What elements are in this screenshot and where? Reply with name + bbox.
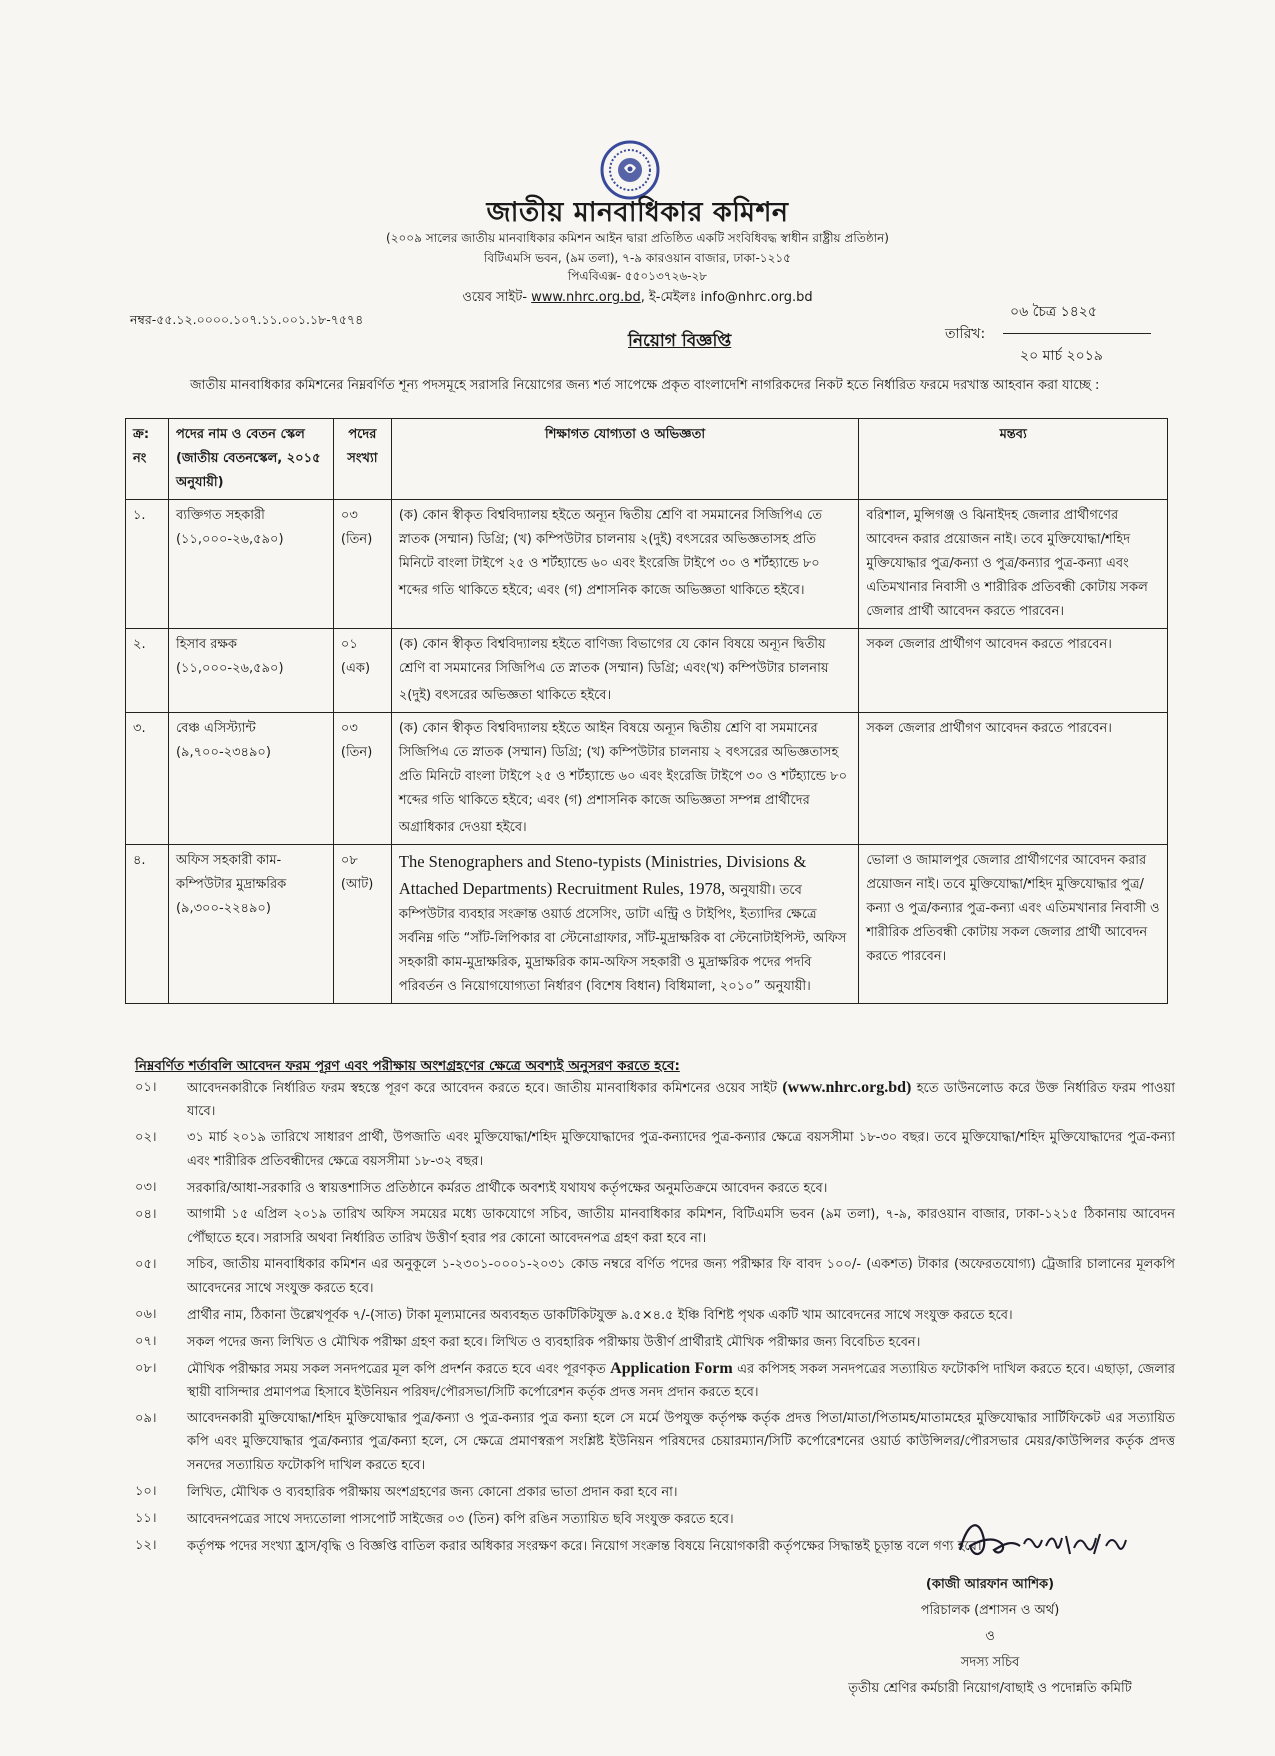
condition-number: ১০। — [135, 1484, 157, 1499]
signatory-name: (কাজী আরফান আশিক) — [925, 1577, 1055, 1592]
pay-scale: (১১,০০০-২৬,৫৯০) — [175, 532, 284, 547]
condition-text-main: সরকারি/আধা-সরকারি ও স্বায়ত্তশাসিত প্রতিষ্ঠানে কর্মরত প্রার্থীকে অবশ্যই যথাযথ কর্তৃপক্ষের অনুমতিক্রমে আবেদন করতে হবে। — [187, 1181, 828, 1196]
condition-text — [187, 1203, 1175, 1250]
table-row — [126, 629, 1168, 713]
conditions-list — [135, 1076, 1175, 1561]
table-header-row — [126, 419, 1168, 500]
qualification-english: The Stenographers and Steno-typists (Ministries, Divisions & Attached Departments) Recruitment Rules, 1978, — [398, 852, 807, 898]
signatory-conjunction: ও — [985, 1629, 995, 1644]
post-count-words: (আট) — [340, 877, 374, 892]
condition-text-english: (www.nhrc.org.bd) — [782, 1079, 912, 1096]
row-remarks — [859, 713, 1168, 845]
condition-text-main: কর্তৃপক্ষ পদের সংখ্যা হ্রাস/বৃদ্ধি ও বিজ্ঞপ্তি বাতিল করার অধিকার সংরক্ষণ করে। নিয়োগ সংক্রান্ত বিষয়ে নিয়োগকারী কর্তৃপক্ষের সিদ্ধান্তই চূড়ান্ত বলে গণ্য হবে। — [187, 1539, 982, 1554]
condition-text-main: আবেদনপত্রের সাথে সদ্যতোলা পাসপোর্ট সাইজের ০৩ (তিন) কপি রঙিন সত্যায়িত ছবি সংযুক্ত করতে হবে। — [187, 1512, 734, 1527]
vacancy-table — [125, 418, 1168, 1004]
condition-text-main: আবেদনকারী মুক্তিযোদ্ধা/শহিদ মুক্তিযোদ্ধার পুত্র/কন্যা ও পুত্র-কন্যার পুত্র কন্যা হলে সে মর্মে উপযুক্ত কর্তৃপক্ষ কর্তৃক প্রদত্ত পিতা/মাতা/পিতামহ/মাতামহের মুক্তিযোদ্ধার সার্টিফিকেট এর সত্যায়িত কপি এবং মুক্তিযোদ্ধার পুত্র/কন্যার পুত্র/কন্যা হলে, সে ক্ষেত্রে প্রমাণস্বরূপ সংশ্লিষ্ট ইউনিয়ন পরিষদের চেয়ারম্যান/সিটি কর্পোরেশনের ওয়ার্ড কাউন্সিলর/পৌরসভার মেয়র/কাউন্সিলর কর্তৃক প্রদত্ত সনদের সত্যায়িত ফটোকপি দাখিল করতে হবে। — [187, 1411, 1175, 1473]
row-post-count — [333, 845, 391, 1004]
list-item — [135, 1176, 1175, 1200]
list-item — [135, 1357, 1175, 1404]
condition-text-main: লিখিত, মৌখিক ও ব্যবহারিক পরীক্ষায় অংশগ্রহণের জন্য কোনো প্রকার ভাতা প্রদান করা হবে না। — [187, 1485, 678, 1500]
table-row — [126, 845, 1168, 1004]
header-post-count: পদের সংখ্যা — [333, 419, 391, 500]
condition-text-main: ৩১ মার্চ ২০১৯ তারিখে সাধারণ প্রার্থী, উপজাতি এবং মুক্তিযোদ্ধা/শহিদ মুক্তিযোদ্ধাদের পুত্র-কন্যাদের পুত্র-কন্যার ক্ষেত্রে বয়সসীমা ১৮-৩০ বছর। তবে মুক্তিযোদ্ধা/শহিদ মুক্তিযোদ্ধাদের পুত্র-কন্যা এবং শারীরিক প্রতিবন্ধীদের ক্ষেত্রে বয়সসীমা ১৮-৩২ বছর। — [187, 1130, 1175, 1169]
row-qualification — [391, 713, 858, 845]
condition-number: ০২। — [135, 1130, 157, 1145]
condition-text-main: আগামী ১৫ এপ্রিল ২০১৯ তারিখ অফিস সময়ের মধ্যে ডাকযোগে সচিব, জাতীয় মানবাধিকার কমিশন, বিটিএমসি ভবন (৯ম তলা), ৭-৯, কারওয়ান বাজার, ঢাকা-১২১৫ ঠিকানায় আবেদন পৌঁছাতে হবে। সরাসরি অথবা নির্ধারিত তারিখ উত্তীর্ণ হবার পর কোনো আবেদনপত্র গ্রহণ করা হবে না। — [187, 1207, 1175, 1246]
condition-text — [187, 1126, 1175, 1173]
row-serial — [126, 629, 169, 713]
remarks-text: বরিশাল, মুন্সিগঞ্জ ও ঝিনাইদহ জেলার প্রার্থীগণের আবেদন করার প্রয়োজন নাই। তবে মুক্তিযোদ্ধা/শহিদ মুক্তিযোদ্ধার পুত্র/কন্যা ও পুত্র/কন্যার পুত্র-কন্যা এবং এতিমখানার নিবাসী ও শারীরিক প্রতিবন্ধী কোটায় সকল জেলার প্রার্থী আবেদন করতে পারবেন। — [866, 508, 1148, 619]
remarks-text: সকল জেলার প্রার্থীগণ আবেদন করতে পারবেন। — [866, 721, 1112, 736]
pay-scale: (১১,০০০-২৬,৫৯০) — [175, 661, 284, 676]
row-post-name — [168, 500, 333, 629]
row-serial-text: ৩. — [133, 721, 146, 736]
condition-text — [187, 1330, 1175, 1354]
condition-text — [187, 1480, 1175, 1504]
list-item — [135, 1480, 1175, 1504]
condition-number: ০৫। — [135, 1257, 157, 1272]
pay-scale: (৯,৩০০-২২৪৯০) — [175, 901, 271, 916]
date-label: তারিখ: — [945, 326, 986, 342]
row-serial — [126, 845, 169, 1004]
list-item — [135, 1330, 1175, 1354]
table-row — [126, 500, 1168, 629]
condition-number: ০৬। — [135, 1307, 157, 1322]
header-post-name: পদের নাম ও বেতন স্কেল (জাতীয় বেতনস্কেল, ২০১৫ অনুযায়ী) — [168, 419, 333, 500]
header-remarks: মন্তব্য — [859, 419, 1168, 500]
row-qualification — [391, 629, 858, 713]
row-qualification — [391, 845, 858, 1004]
org-subtitle: (২০০৯ সালের জাতীয় মানবাধিকার কমিশন আইন দ্বারা প্রতিষ্ঠিত একটি সংবিধিবদ্ধ স্বাধীন রাষ্ট্রীয় প্রতিষ্ঠান) — [386, 231, 889, 245]
list-item — [135, 1303, 1175, 1327]
row-serial-text: ১. — [133, 508, 146, 523]
condition-text-main: সকল পদের জন্য লিখিত ও মৌখিক পরীক্ষা গ্রহণ করা হবে। লিখিত ও ব্যবহারিক পরীক্ষায় উত্তীর্ণ প্রার্থীরাই মৌখিক পরীক্ষার জন্য বিবেচিত হবেন। — [187, 1335, 921, 1350]
condition-text-main: আবেদনকারীকে নির্ধারিত ফরম স্বহস্তে পূরণ করে আবেদন করতে হবে। জাতীয় মানবাধিকার কমিশনের ওয়েব সাইট — [187, 1081, 783, 1096]
condition-text-main: প্রার্থীর নাম, ঠিকানা উল্লেখপূর্বক ৭/-(সাত) টাকা মূল্যমানের অব্যবহৃত ডাকটিকিটযুক্ত ৯.৫×৪.৫ ইঞ্চি বিশিষ্ট পৃথক একটি খাম আবেদনের সাথে সংযুক্ত করতে হবে। — [187, 1308, 1013, 1323]
condition-number: ১১। — [135, 1511, 157, 1526]
row-post-count — [333, 713, 391, 845]
remarks-text: সকল জেলার প্রার্থীগণ আবেদন করতে পারবেন। — [866, 637, 1112, 652]
website-link[interactable]: www.nhrc.org.bd — [531, 290, 641, 305]
post-count-words: (তিন) — [340, 532, 373, 547]
row-post-name — [168, 629, 333, 713]
row-post-count — [333, 500, 391, 629]
post-count: ০৮ — [340, 853, 358, 868]
post-count: ০১ — [340, 637, 358, 652]
org-address: বিটিএমসি ভবন, (৯ম তলা), ৭-৯ কারওয়ান বাজার, ঢাকা-১২১৫ — [484, 251, 791, 265]
condition-number: ০১। — [135, 1080, 157, 1095]
post-name: ব্যক্তিগত সহকারী — [175, 508, 265, 523]
web-label: ওয়েব সাইট- — [462, 290, 532, 305]
row-post-name — [168, 713, 333, 845]
qualification-text: (ক) কোন স্বীকৃত বিশ্ববিদ্যালয় হইতে আইন বিষয়ে অন্যূন দ্বিতীয় শ্রেণি বা সমমানের সিজিপিএ তে স্নাতক (সম্মান) ডিগ্রি; (খ) কম্পিউটার চালনায় ২ বৎসরের অভিজ্ঞতাসহ প্রতি মিনিটে বাংলা টাইপে ২৫ ও শর্টহ্যান্ডে ৬০ এবং ইংরেজি টাইপে ৩০ ও শর্টহ্যান্ডে ৮০ শব্দের গতি থাকিতে হইবে; এবং (গ) প্রশাসনিক কাজে অভিজ্ঞতা সম্পন্ন প্রার্থীদের অগ্রাধিকার দেওয়া হইবে। — [398, 721, 848, 835]
condition-text-main: মৌখিক পরীক্ষার সময় সকল সনদপত্রের মূল কপি প্রদর্শন করতে হবে এবং পূরণকৃত — [187, 1362, 611, 1377]
conditions-heading: নিম্নবর্ণিত শর্তাবলি আবেদন ফরম পূরণ এবং পরীক্ষায় অংশগ্রহণের ক্ষেত্রে অবশ্যই অনুসরণ করতে হবে: — [135, 1058, 680, 1074]
table-row — [126, 713, 1168, 845]
date-divider — [1003, 333, 1151, 334]
list-item — [135, 1076, 1175, 1123]
signatory-committee: তৃতীয় শ্রেণির কর্মচারী নিয়োগ/বাছাই ও পদোন্নতি কমিটি — [848, 1681, 1132, 1696]
post-count: ০৩ — [340, 508, 358, 523]
org-pabx: পিএবিএক্স- ৫৫০১৩৭২৬-২৮ — [567, 269, 708, 283]
condition-text — [187, 1407, 1175, 1477]
row-serial — [126, 500, 169, 629]
signature-icon — [950, 1510, 1140, 1568]
list-item — [135, 1407, 1175, 1477]
condition-text-english: Application Form — [610, 1360, 733, 1377]
row-serial-text: ২. — [133, 637, 146, 652]
qualification-text: (ক) কোন স্বীকৃত বিশ্ববিদ্যালয় হইতে অন্যূন দ্বিতীয় শ্রেণি বা সমমানের সিজিপিএ তে স্নাতক (সম্মান) ডিগ্রি; (খ) কম্পিউটার চালনায় ২(দুই) বৎসরের অভিজ্ঞতাসহ প্রতি মিনিটে বাংলা টাইপে ২৫ ও শর্টহ্যান্ডে ৬০ এবং ইংরেজি টাইপে ৩০ ও শর্টহ্যান্ডে ৮০ শব্দের গতি থাকিতে হইবে; এবং (গ) প্রশাসনিক কাজে অভিজ্ঞতা থাকিতে হইবে। — [398, 508, 823, 598]
remarks-text: ভোলা ও জামালপুর জেলার প্রার্থীগণের আবেদন করার প্রয়োজন নাই। তবে মুক্তিযোদ্ধা/শহিদ মুক্তিযোদ্ধার পুত্র/কন্যা ও পুত্র/কন্যার পুত্র-কন্যা এবং এতিমখানার নিবাসী ও শারীরিক প্রতিবন্ধী কোটায় সকল জেলার প্রার্থী আবেদন করতে পারবেন। — [866, 853, 1160, 964]
condition-number: ০৪। — [135, 1207, 157, 1222]
condition-text — [187, 1076, 1175, 1123]
row-remarks — [859, 500, 1168, 629]
qualification-text-after: অনুযায়ী। তবে কম্পিউটার ব্যবহার সংক্রান্ত ওয়ার্ড প্রসেসিং, ডাটা এন্ট্রি ও টাইপিং, ইত্যাদির ক্ষেত্রে সর্বনিম্ন গতি “সাঁট-লিপিকার বা স্টেনোগ্রাফার, সাঁট-মুদ্রাক্ষরিক বা স্টেনোটাইপিস্ট, অফিস সহকারী কাম-মুদ্রাক্ষরিক, মুদ্রাক্ষরিক কাম-অফিস সহকারী ও মুদ্রাক্ষরিক পদের পদবি পরিবর্তন ও নিয়োগযোগ্যতা নির্ধারণ (বিশেষ বিধান) বিধিমালা, ২০১০” অনুযায়ী। — [398, 883, 847, 994]
post-count-words: (তিন) — [340, 745, 373, 760]
list-item — [135, 1126, 1175, 1173]
signatory-role: সদস্য সচিব — [960, 1655, 1020, 1670]
condition-number: ০৮। — [135, 1361, 157, 1376]
condition-text-rest: হতে ডাউনলোড করে উক্ত নির্ধারিত ফরম পাওয়া যাবে। — [187, 1081, 1175, 1119]
header-qualification: শিক্ষাগত যোগ্যতা ও অভিজ্ঞতা — [391, 419, 858, 500]
org-name: জাতীয় মানবাধিকার কমিশন — [486, 197, 789, 228]
condition-text — [187, 1357, 1175, 1404]
post-name: হিসাব রক্ষক — [175, 637, 238, 652]
post-name: অফিস সহকারী কাম-কম্পিউটার মুদ্রাক্ষরিক — [175, 853, 287, 892]
post-count: ০৩ — [340, 721, 358, 736]
row-remarks — [859, 629, 1168, 713]
post-count-words: (এক) — [340, 661, 371, 676]
row-qualification — [391, 500, 858, 629]
list-item — [135, 1203, 1175, 1250]
condition-text-rest: এর কপিসহ সকল সনদপত্রের সত্যায়িত ফটোকপি দাখিল করতে হবে। এছাড়া, জেলার স্থায়ী বাসিন্দার প্রমাণপত্র হিসাবে ইউনিয়ন পরিষদ/পৌরসভা/সিটি কর্পোরেশন কর্তৃক প্রদত্ত সনদ প্রদান করতে হবে। — [187, 1362, 1176, 1400]
email-label: , ই-মেইলঃ — [640, 290, 701, 305]
qualification-text: (ক) কোন স্বীকৃত বিশ্ববিদ্যালয় হইতে বাণিজ্য বিভাগের যে কোন বিষয়ে অন্যূন দ্বিতীয় শ্রেণি বা সমমানের সিজিপিএ তে স্নাতক (সম্মান) ডিগ্রি; এবং(খ) কম্পিউটার চালনায় ২(দুই) বৎসরের অভিজ্ঞতা থাকিতে হইবে। — [398, 637, 829, 703]
email-link[interactable]: info@nhrc.org.bd — [700, 290, 813, 305]
condition-text — [187, 1176, 1175, 1200]
row-serial-text: ৪. — [133, 853, 146, 868]
condition-text-main: সচিব, জাতীয় মানবাধিকার কমিশন এর অনুকূলে ১-২৩০১-০০০১-২০৩১ কোড নম্বরে বর্ণিত পদের জন্য পরীক্ষার ফি বাবদ ১০০/- (একশত) টাকার (অফেরতযোগ্য) ট্রেজারি চালানের মূলকপি আবেদনের সাথে সংযুক্ত করতে হবে। — [187, 1257, 1175, 1296]
post-name: বেঞ্চ এসিস্ট্যান্ট — [175, 721, 256, 736]
notice-title: নিয়োগ বিজ্ঞপ্তি — [628, 331, 732, 351]
condition-text — [187, 1253, 1175, 1300]
header-serial: ক্র: নং — [126, 419, 169, 500]
row-remarks — [859, 845, 1168, 1004]
row-post-count — [333, 629, 391, 713]
intro-paragraph: জাতীয় মানবাধিকার কমিশনের নিম্নবর্ণিত শূন্য পদসমূহে সরাসরি নিয়োগের জন্য শর্ত সাপেক্ষে প্রকৃত বাংলাদেশি নাগরিকদের নিকট হতে নির্ধারিত ফরমে দরখাস্ত আহবান করা যাচ্ছে : — [190, 378, 1100, 393]
condition-number: ১২। — [135, 1538, 157, 1553]
row-serial — [126, 713, 169, 845]
list-item — [135, 1253, 1175, 1300]
date-bangla: ০৬ চৈত্র ১৪২৫ — [1010, 304, 1097, 320]
signatory-block — [800, 1572, 1180, 1702]
condition-number: ০৭। — [135, 1334, 157, 1349]
condition-number: ০৯। — [135, 1411, 157, 1426]
date-gregorian: ২০ মার্চ ২০১৯ — [1020, 348, 1103, 364]
condition-number: ০৩। — [135, 1180, 157, 1195]
condition-text — [187, 1303, 1175, 1327]
signatory-designation: পরিচালক (প্রশাসন ও অর্থ) — [920, 1603, 1060, 1618]
row-post-name — [168, 845, 333, 1004]
memo-ref-no: নম্বর-৫৫.১২.০০০০.১০৭.১১.০০১.১৮-৭৫৭৪ — [130, 312, 364, 327]
pay-scale: (৯,৭০০-২৩৪৯০) — [175, 745, 271, 760]
